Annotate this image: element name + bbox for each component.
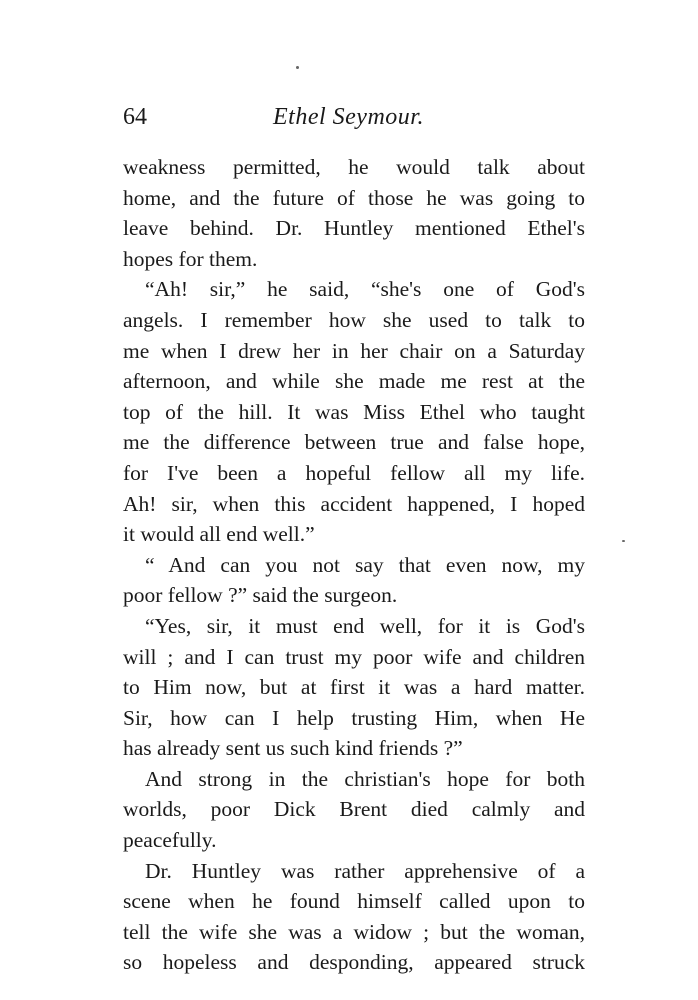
text-line: peacefully. <box>123 828 217 853</box>
text-line: afternoon, and while she made me rest at the <box>123 369 585 394</box>
text-line: “ And can you not say that even now, my <box>145 552 585 577</box>
text-line: weakness permitted, he would talk about <box>123 155 585 179</box>
ink-speck <box>622 540 625 542</box>
text-line: hopes for them. <box>123 246 258 271</box>
page-header <box>123 104 585 138</box>
text-line: “Yes, sir, it must end well, for it is God's <box>145 613 585 638</box>
body-text <box>123 152 585 978</box>
text-line: so hopeless and desponding, appeared struck <box>123 950 585 975</box>
page-number: 64 <box>123 104 147 130</box>
text-line: scene when he found himself called upon to <box>123 889 585 914</box>
text-line: And strong in the christian's hope for both <box>145 766 585 791</box>
text-line: tell the wife she was a widow ; but the woman, <box>123 919 585 944</box>
text-line: worlds, poor Dick Brent died calmly and <box>123 797 585 822</box>
running-title: Ethel Seymour. <box>273 104 424 130</box>
text-line: me when I drew her in her chair on a Saturday <box>123 338 585 363</box>
text-line: to Him now, but at first it was a hard matter. <box>123 675 585 700</box>
text-line: for I've been a hopeful fellow all my life. <box>123 460 585 485</box>
text-line: top of the hill. It was Miss Ethel who taught <box>123 399 585 424</box>
text-line: Sir, how can I help trusting Him, when He <box>123 705 585 730</box>
text-line: angels. I remember how she used to talk to <box>123 307 585 332</box>
text-line: has already sent us such kind friends ?” <box>123 736 463 761</box>
text-line: me the difference between true and false hope, <box>123 430 585 455</box>
text-line: “Ah! sir,” he said, “she's one of God's <box>145 277 585 302</box>
text-line: poor fellow ?” said the surgeon. <box>123 583 398 608</box>
text-line: it would all end well.” <box>123 522 315 547</box>
text-line: will ; and I can trust my poor wife and children <box>123 644 585 669</box>
text-line: Dr. Huntley was rather apprehensive of a <box>145 858 585 883</box>
ink-speck <box>296 66 299 69</box>
text-line: Ah! sir, when this accident happened, I hoped <box>123 491 585 516</box>
text-line: home, and the future of those he was going to <box>123 185 585 210</box>
text-line: leave behind. Dr. Huntley mentioned Ethel's <box>123 216 585 241</box>
